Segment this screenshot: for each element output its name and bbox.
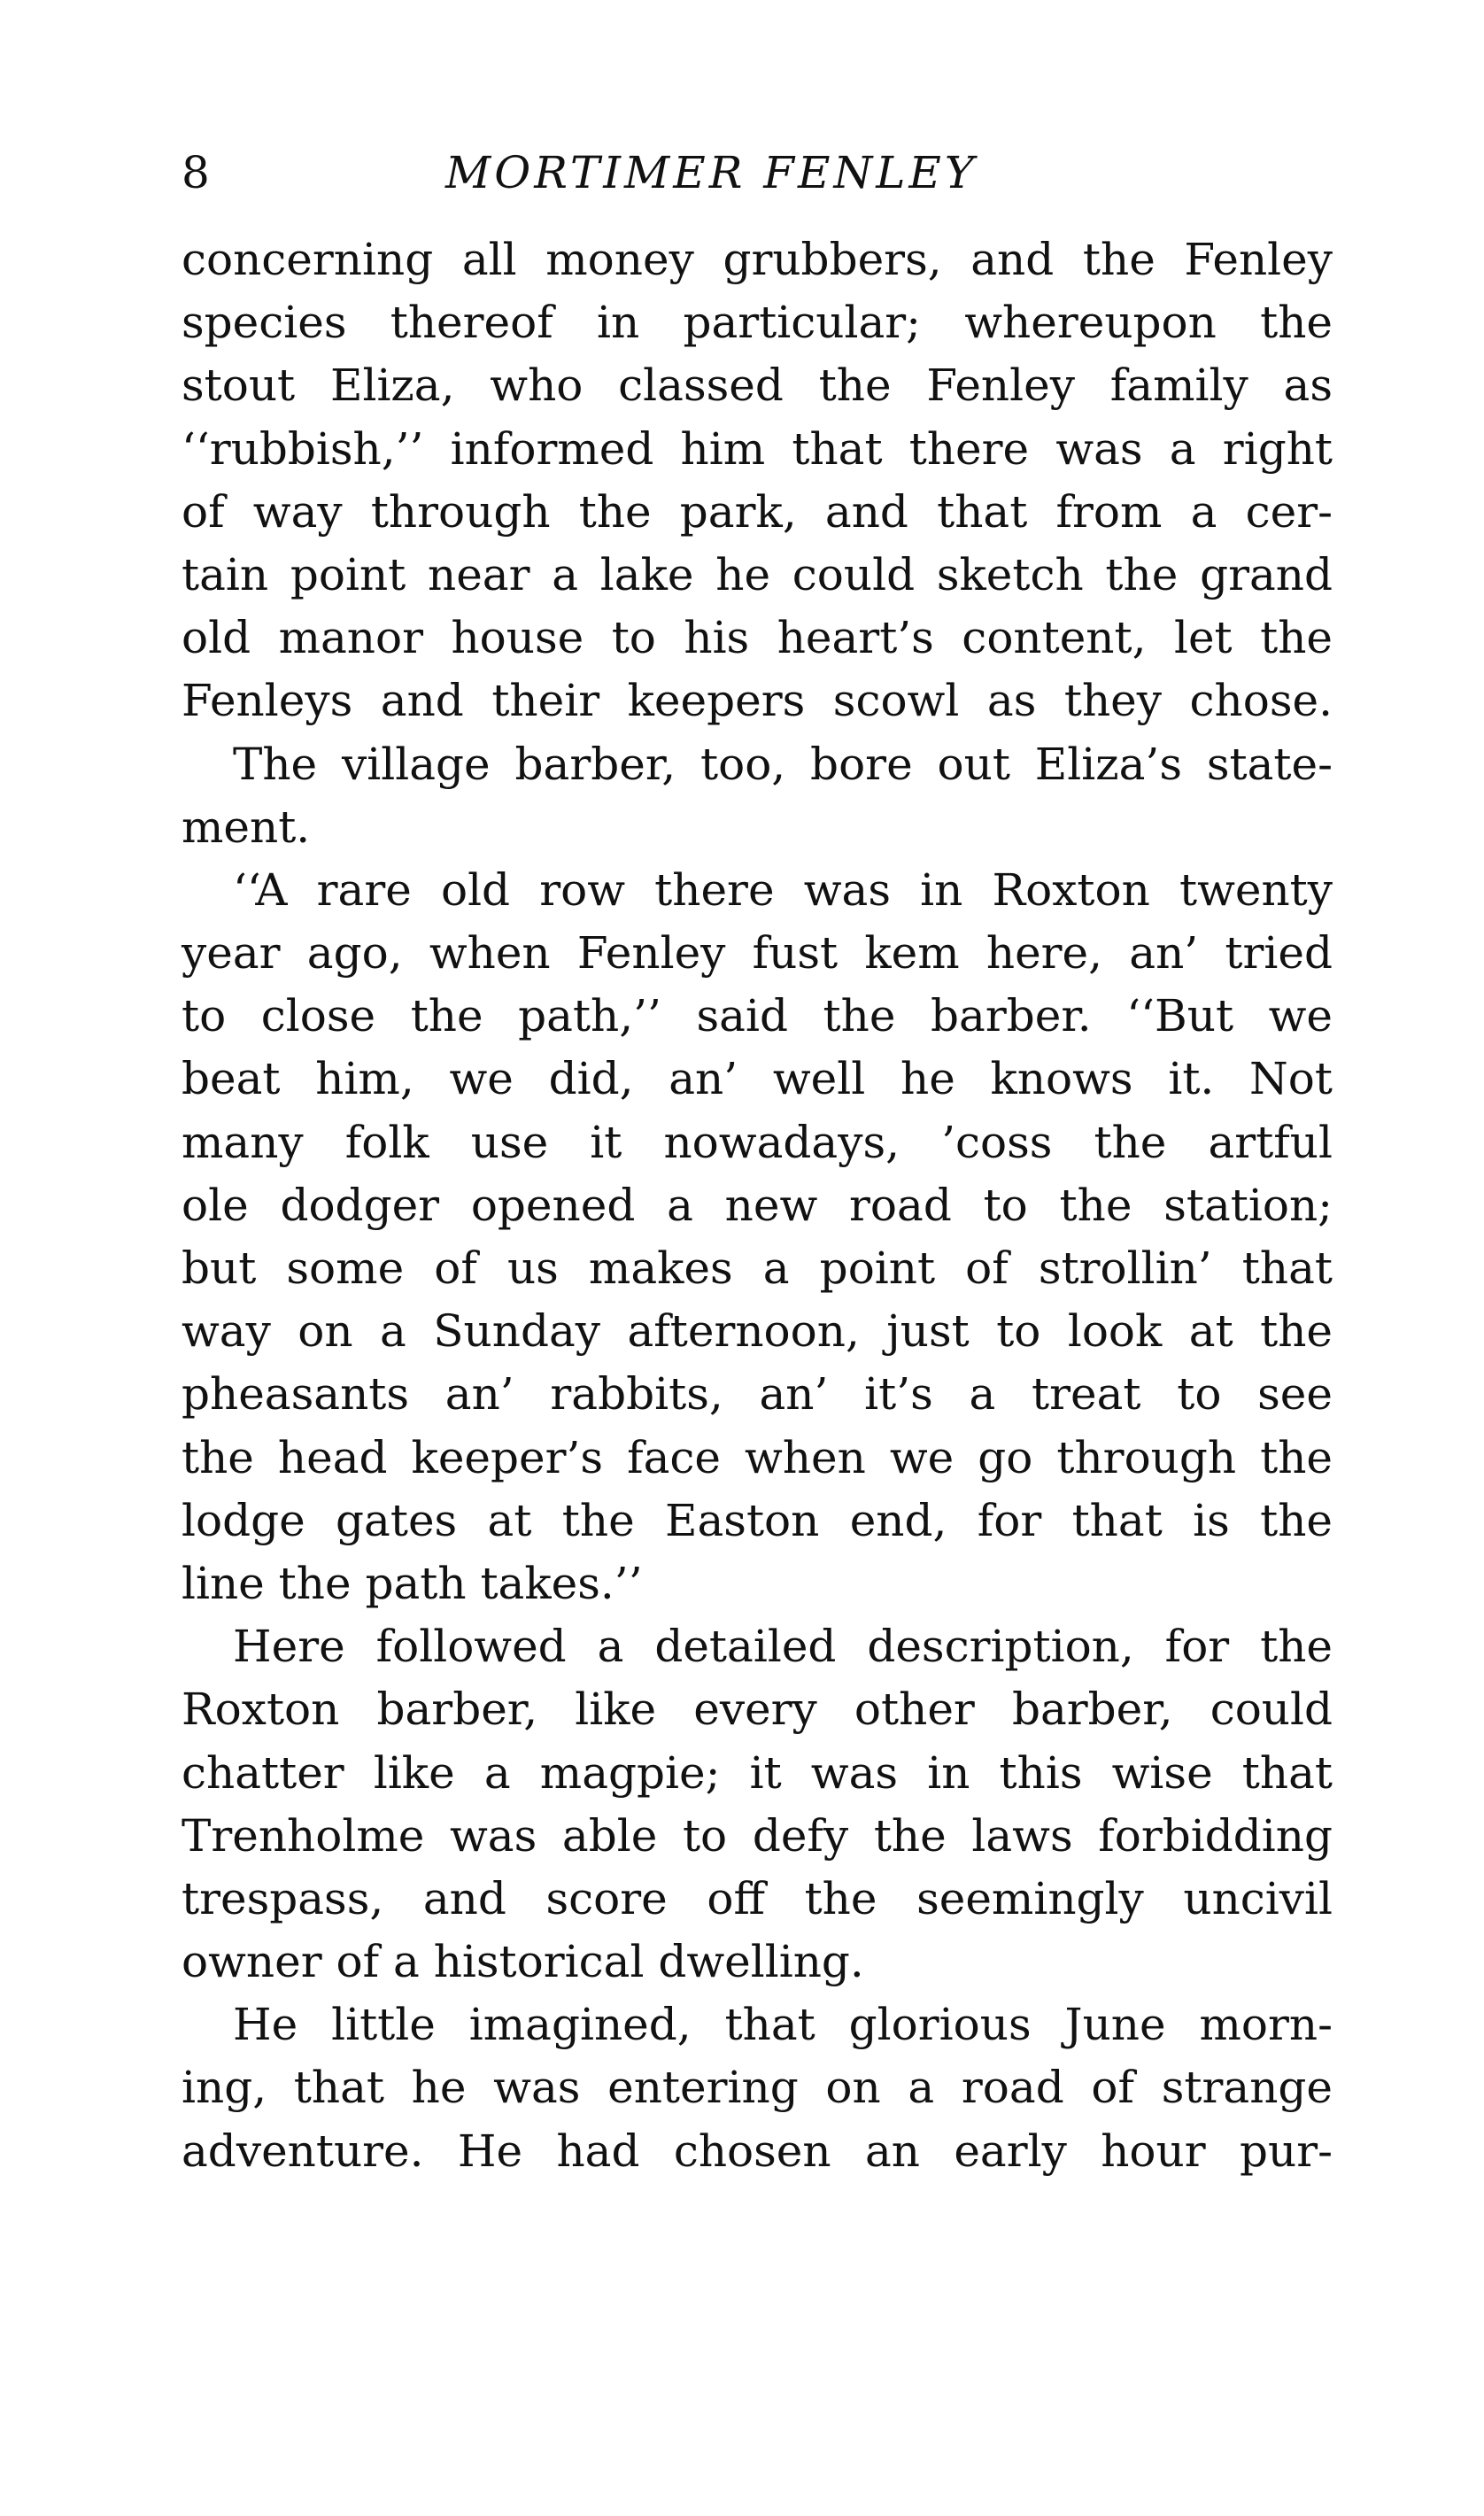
text-line: ing, that he was entering on a road of strange [182, 2062, 1333, 2114]
book-title: MORTIMER FENLEY [445, 147, 978, 198]
text-line: adventure. He had chosen an early hour pur- [182, 2125, 1333, 2177]
text-line: but some of us makes a point of strollin’ that [182, 1243, 1333, 1294]
text-line: species thereof in particular; whereupon the [182, 297, 1333, 349]
text-line: way on a Sunday afternoon, just to look at the [182, 1305, 1333, 1358]
text-line: year ago, when Fenley fust kem here, an’ tried [182, 927, 1333, 979]
text-line: stout Eliza, who classed the Fenley family as [182, 360, 1333, 412]
text-line: ole dodger opened a new road to the station; [182, 1179, 1333, 1231]
text-line: chatter like a magpie; it was in this wise that [182, 1746, 1333, 1799]
text-line: ‘‘A rare old row there was in Roxton twenty [233, 863, 1333, 916]
text-line: beat him, we did, an’ well he knows it. Not [182, 1053, 1333, 1105]
page-number: 8 [182, 147, 210, 198]
text-line: concerning all money grubbers, and the Fenley [182, 234, 1333, 285]
text-line: Here followed a detailed description, for the [233, 1621, 1333, 1673]
text-line: He little imagined, that glorious June morn- [233, 1999, 1333, 2051]
text-line: Roxton barber, like every other barber, could [182, 1684, 1333, 1736]
text-line: pheasants an’ rabbits, an’ it’s a treat to see [182, 1368, 1333, 1421]
text-line: line the path takes.’’ [182, 1557, 643, 1609]
text-line: owner of a historical dwelling. [182, 1936, 864, 1988]
text-line: trespass, and score off the seemingly uncivil [182, 1872, 1333, 1924]
text-line: lodge gates at the Easton end, for that is the [182, 1494, 1333, 1546]
text-line: old manor house to his heart’s content, let the [182, 612, 1333, 664]
text-line: Trenholme was able to defy the laws forbidding [182, 1809, 1333, 1862]
text-line: to close the path,’’ said the barber. ‘‘But we [182, 990, 1333, 1042]
text-line: ment. [182, 801, 311, 853]
text-line: ‘‘rubbish,’’ informed him that there was a right [182, 422, 1333, 475]
text-line: Fenleys and their keepers scowl as they chose. [182, 675, 1333, 727]
text-line: the head keeper’s face when we go through the [182, 1431, 1333, 1483]
text-line: tain point near a lake he could sketch the grand [182, 548, 1333, 600]
text-line: The village barber, too, bore out Eliza’s state- [233, 738, 1333, 790]
running-head [182, 142, 1333, 204]
text-line: many folk use it nowadays, ’coss the artful [182, 1116, 1333, 1168]
text-line: of way through the park, and that from a cer- [182, 485, 1333, 538]
body-text [182, 228, 1333, 2183]
